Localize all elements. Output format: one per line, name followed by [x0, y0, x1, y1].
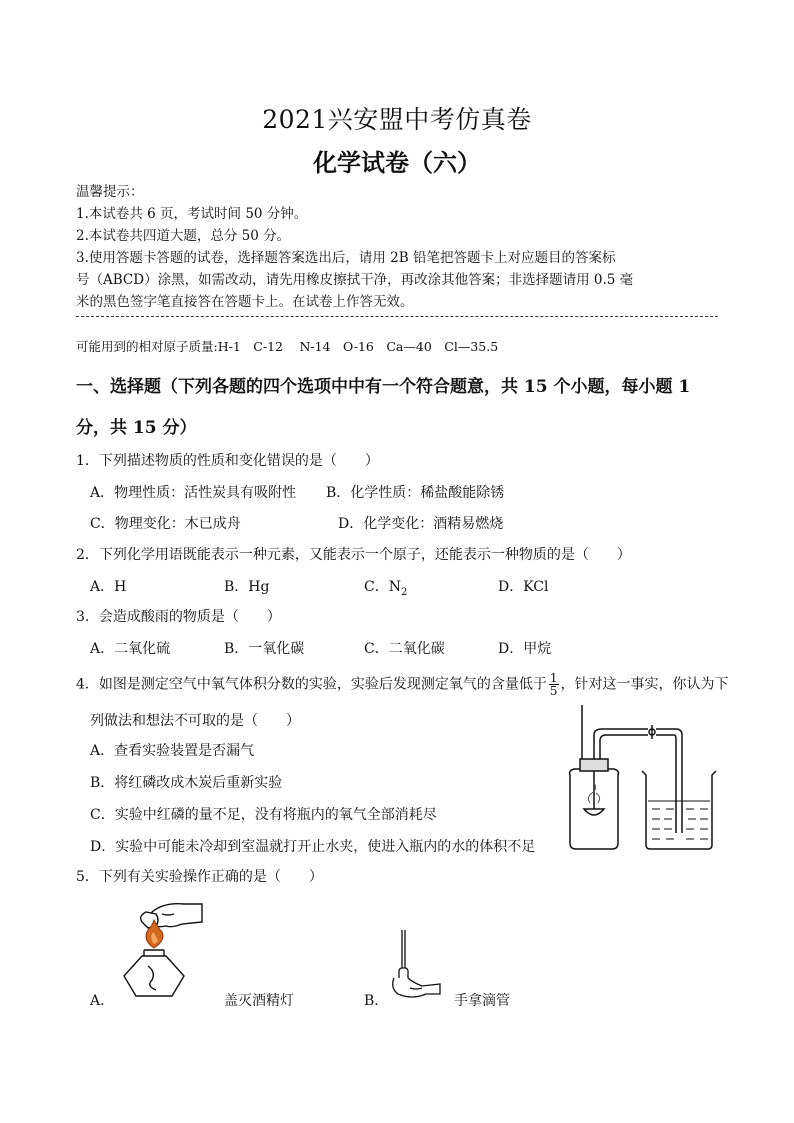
- q4-stem: [76, 672, 729, 697]
- q1-option-c: C．物理变化：木已成舟: [90, 516, 241, 532]
- q3-option-a: A．二氧化硫: [90, 641, 171, 657]
- q5-option-b-text: 手拿滴管: [454, 993, 510, 1009]
- q2-option-c-subscript: 2: [400, 586, 408, 598]
- divider: [76, 316, 718, 317]
- exam-title: 2021兴安盟中考仿真卷: [262, 105, 532, 134]
- q5-option-b-label: B．: [364, 993, 389, 1009]
- q3-option-b: B．一氧化碳: [224, 641, 305, 657]
- q4-option-d: D．实验中可能未冷却到室温就打开止水夹，使进入瓶内的水的体积不足: [90, 839, 536, 855]
- section1-heading-line2: 分，共 15 分）: [76, 418, 197, 438]
- q4-fraction: [549, 672, 559, 697]
- q4-fraction-numerator: 1: [549, 671, 558, 685]
- q2-option-c: [364, 576, 407, 598]
- q1-stem: 1．下列描述物质的性质和变化错误的是（ ）: [76, 453, 379, 469]
- q1-option-a: A．物理性质：活性炭具有吸附性: [90, 485, 297, 501]
- notice-line-3b: 号（ABCD）涂黑，如需改动，请先用橡皮擦拭干净，再改涂其他答案；非选择题请用 0.5 毫: [76, 272, 634, 288]
- q3-option-c: C．二氧化碳: [364, 641, 445, 657]
- q4-stem-line2: 列做法和想法不可取的是（ ）: [90, 713, 300, 729]
- notice-line-1: 1.本试卷共 6 页，考试时间 50 分钟。: [76, 206, 308, 222]
- q2-option-a: A．H: [90, 579, 127, 595]
- section1-heading-line1: 一、选择题（下列各题的四个选项中中有一个符合题意，共 15 个小题，每小题 1: [76, 377, 691, 397]
- q4-option-a: A．查看实验装置是否漏气: [90, 743, 255, 759]
- atomic-masses: 可能用到的相对原子质量:H-1 C-12 N-14 O-16 Ca—40 Cl—35.5: [76, 339, 499, 354]
- notice-line-3a: 3.使用答题卡答题的试卷，选择题答案选出后，请用 2B 铅笔把答题卡上对应题目的答案标: [76, 250, 616, 266]
- q4-option-c: C．实验中红磷的量不足，没有将瓶内的氧气全部消耗尽: [90, 807, 437, 823]
- q5-option-a-label: A．: [90, 993, 115, 1009]
- dropper-illustration: [382, 928, 442, 1006]
- q2-stem: 2．下列化学用语既能表示一种元素，又能表示一个原子，还能表示一种物质的是（ ）: [76, 547, 631, 563]
- notice-line-3c: 米的黑色签字笔直接答在答题卡上。在试卷上作答无效。: [76, 294, 414, 310]
- q4-fraction-denominator: 5: [549, 684, 558, 698]
- notice-line-2: 2.本试卷共四道大题，总分 50 分。: [76, 228, 291, 244]
- q3-option-d: D．甲烷: [498, 641, 552, 657]
- q4-apparatus-figure: [556, 705, 721, 855]
- q3-stem: 3．会造成酸雨的物质是（ ）: [76, 609, 281, 625]
- exam-subtitle: 化学试卷（六）: [313, 148, 481, 177]
- q4-stem-post: ，针对这一事实，你认为下: [560, 676, 729, 693]
- q2-option-c-main: C．N: [364, 579, 401, 595]
- alcohol-lamp-illustration: [112, 896, 207, 1004]
- q1-option-b: B．化学性质：稀盐酸能除锈: [326, 485, 505, 501]
- q4-stem-pre: 4．如图是测定空气中氧气体积分数的实验，实验后发现测定氧气的含量低于: [76, 676, 547, 693]
- q5-option-a-text: 盖灭酒精灯: [224, 993, 294, 1009]
- q2-option-b: B．Hg: [224, 579, 270, 595]
- q1-option-d: D．化学变化：酒精易燃烧: [338, 516, 504, 532]
- q2-option-d: D．KCl: [498, 579, 549, 595]
- q5-stem: 5．下列有关实验操作正确的是（ ）: [76, 869, 323, 885]
- notice-heading: 温馨提示：: [76, 184, 144, 200]
- q4-option-b: B．将红磷改成木炭后重新实验: [90, 775, 283, 791]
